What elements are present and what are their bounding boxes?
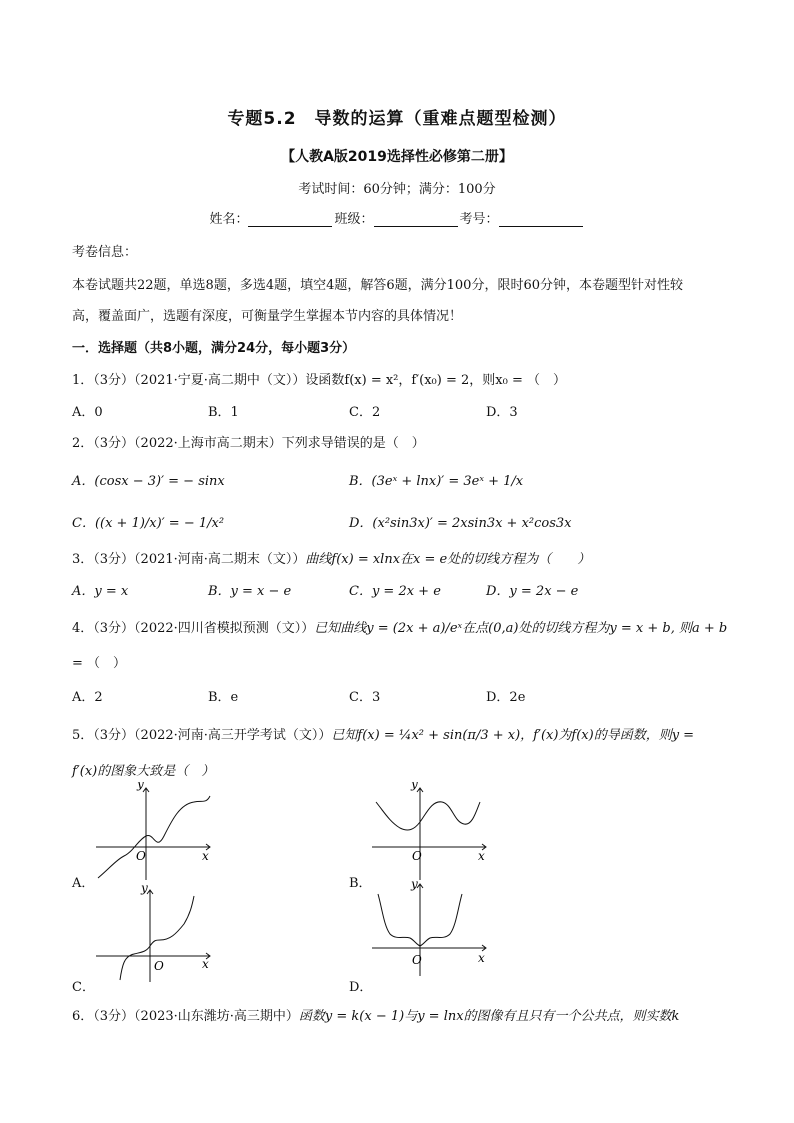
option-d: D．3 — [486, 405, 518, 420]
page-subtitle: 【人教A版2019选择性必修第二册】 — [281, 149, 513, 165]
y-label: y — [411, 878, 418, 891]
question-number: 2． — [72, 436, 94, 451]
question-6 — [72, 1005, 679, 1024]
exam-time: 考试时间：60分钟；满分：100分 — [298, 182, 496, 197]
question-number: 6． — [72, 1009, 94, 1024]
y-label: y — [411, 782, 418, 791]
option-c: C．2 — [349, 405, 381, 420]
x-label: x — [478, 951, 485, 965]
graph-a — [94, 782, 216, 882]
number-label: 考号： — [459, 212, 499, 227]
question-5 — [72, 724, 694, 743]
question-stem: 已知f(x) = ¼x² + sin(π/3 + x)，f′(x)为f(x)的导函数，则y = — [331, 728, 695, 743]
option-d: D．2e — [486, 690, 526, 705]
option-b: B．1 — [208, 405, 239, 420]
option-a: A．0 — [72, 405, 103, 420]
question-number: 3． — [72, 552, 94, 567]
student-info-row — [0, 208, 794, 227]
option-b: B．(3eˣ + lnx)′ = 3eˣ + 1/x — [349, 474, 524, 489]
question-number: 1． — [72, 373, 94, 388]
option-a: A．(cosx − 3)′ = − sinx — [72, 474, 225, 489]
x-label: x — [202, 957, 209, 971]
y-label: y — [141, 884, 148, 895]
question-source: （3分）（2022·河南·高三开学考试（文）） — [93, 728, 332, 743]
info-line-1: 本卷试题共22题，单选8题，多选4题，填空4题，解答6题，满分100分，限时60分钟，本卷题型针对性较 — [72, 278, 683, 293]
option-c: C． — [72, 980, 95, 995]
option-d: D． — [349, 980, 373, 995]
option-a: A． — [72, 876, 95, 891]
question-stem: 已知曲线y = (2x + a)/eˣ在点(0,a)处的切线方程为y = x + b, 则a + b — [314, 621, 728, 636]
question-stem: 曲线f(x) = xlnx在x = e处的切线方程为（ ） — [305, 552, 591, 567]
origin-label: O — [136, 849, 146, 863]
info-heading: 考卷信息： — [72, 245, 138, 260]
number-field[interactable] — [499, 212, 583, 227]
option-c: C．y = 2x + e — [349, 584, 441, 599]
option-b: B． — [349, 876, 372, 891]
question-stem: 下列求导错误的是（ ） — [281, 436, 425, 451]
question-5-continued: f′(x)的图象大致是（ ） — [72, 764, 215, 779]
info-line-2: 高，覆盖面广，选题有深度，可衡量学生掌握本节内容的具体情况！ — [72, 309, 463, 324]
option-c: C．3 — [349, 690, 381, 705]
question-3 — [72, 548, 590, 567]
page-title: 专题5.2 导数的运算（重难点题型检测） — [227, 109, 567, 129]
origin-label: O — [154, 959, 164, 973]
name-label: 姓名： — [209, 212, 249, 227]
option-b: B．y = x − e — [208, 584, 292, 599]
question-stem: 函数y = k(x − 1)与y = lnx的图像有且只有一个公共点，则实数k — [298, 1009, 680, 1024]
y-label: y — [137, 782, 144, 791]
curve-a — [98, 796, 210, 878]
curve-b — [376, 802, 480, 830]
option-c: C．((x + 1)/x)′ = − 1/x² — [72, 516, 225, 531]
name-field[interactable] — [248, 212, 332, 227]
graph-c — [94, 884, 216, 984]
question-source: （3分）（2022·四川省模拟预测（文）） — [93, 621, 315, 636]
question-number: 5． — [72, 728, 94, 743]
option-a: A．2 — [72, 690, 103, 705]
question-2 — [72, 432, 425, 451]
question-source: （3分）（2023·山东潍坊·高三期中） — [93, 1009, 299, 1024]
question-source: （3分）（2022·上海市高二期末） — [93, 436, 282, 451]
origin-label: O — [412, 953, 422, 967]
option-a: A．y = x — [72, 584, 129, 599]
option-d: D．(x²sin3x)′ = 2xsin3x + x²cos3x — [349, 516, 572, 531]
x-label: x — [478, 849, 485, 863]
origin-label: O — [412, 849, 422, 863]
graph-b — [370, 782, 492, 882]
question-stem: 设函数f(x) = x²，f′(x₀) = 2，则x₀ = （ ） — [305, 373, 566, 388]
question-4-continued: = （ ） — [72, 656, 127, 671]
class-field[interactable] — [374, 212, 458, 227]
x-label: x — [202, 849, 209, 863]
question-source: （3分）（2021·河南·高二期末（文）） — [93, 552, 306, 567]
question-4 — [72, 617, 727, 636]
option-d: D．y = 2x − e — [486, 584, 579, 599]
section-heading: 一．选择题（共8小题，满分24分，每小题3分） — [72, 341, 356, 356]
question-1 — [72, 369, 566, 388]
option-b: B．e — [208, 690, 239, 705]
class-label: 班级： — [334, 212, 374, 227]
graph-d — [370, 878, 492, 978]
question-number: 4． — [72, 621, 94, 636]
question-source: （3分）（2021·宁夏·高二期中（文）） — [93, 373, 306, 388]
